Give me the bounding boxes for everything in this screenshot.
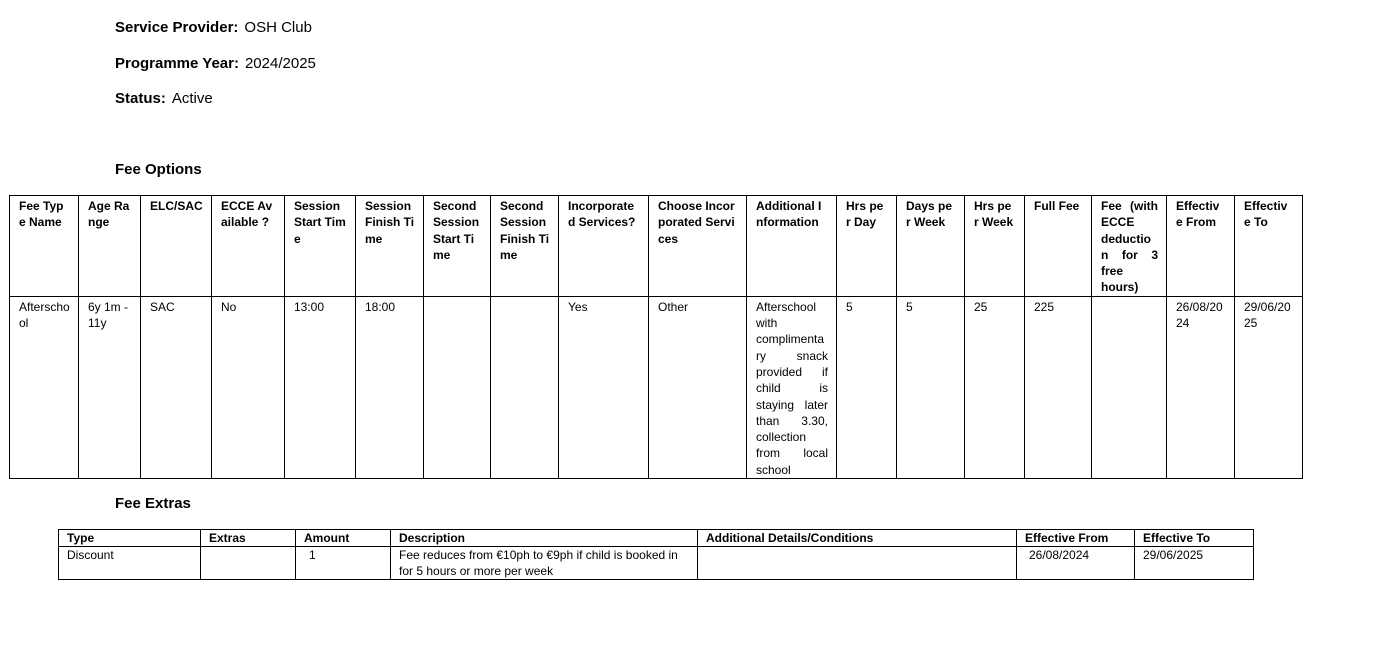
table-cell: 225 bbox=[1025, 296, 1092, 478]
status-line bbox=[115, 90, 213, 107]
table-cell: 18:00 bbox=[356, 296, 424, 478]
fee-options-header-row bbox=[10, 196, 1303, 297]
column-header: Extras bbox=[201, 530, 296, 547]
table-cell: 6y 1m - 11y bbox=[79, 296, 141, 478]
fee-extras-header-row bbox=[59, 530, 1254, 547]
programme-year-value: 2024/2025 bbox=[244, 55, 316, 72]
service-provider-label: Service Provider: bbox=[115, 19, 239, 36]
column-header: Additional Details/Conditions bbox=[698, 530, 1017, 547]
column-header: Effective From bbox=[1017, 530, 1135, 547]
column-header: Full Fee bbox=[1025, 196, 1092, 297]
column-header: Hrs per Day bbox=[837, 196, 897, 297]
table-row bbox=[59, 547, 1254, 580]
table-cell: 26/08/2024 bbox=[1167, 296, 1235, 478]
table-cell: 25 bbox=[965, 296, 1025, 478]
column-header: Session Finish Time bbox=[356, 196, 424, 297]
column-header: Effective To bbox=[1135, 530, 1254, 547]
column-header: Session Start Time bbox=[285, 196, 356, 297]
column-header: Fee Type Name bbox=[10, 196, 79, 297]
column-header: Description bbox=[391, 530, 698, 547]
table-cell: 5 bbox=[897, 296, 965, 478]
column-header: Second Session Start Time bbox=[424, 196, 491, 297]
column-header: Additional Information bbox=[747, 196, 837, 297]
table-cell: 26/08/2024 bbox=[1017, 547, 1135, 580]
service-provider-value: OSH Club bbox=[244, 19, 312, 36]
table-row bbox=[10, 296, 1303, 478]
column-header: Effective From bbox=[1167, 196, 1235, 297]
column-header: Type bbox=[59, 530, 201, 547]
programme-year-line bbox=[115, 55, 316, 72]
column-header: Amount bbox=[296, 530, 391, 547]
table-cell: 5 bbox=[837, 296, 897, 478]
column-header: Incorporated Services? bbox=[559, 196, 649, 297]
table-cell: Afterschool with complimentary snack provided if child is staying later than 3.30, collection from local school bbox=[747, 296, 837, 478]
column-header: Age Range bbox=[79, 196, 141, 297]
column-header: ECCE Available ? bbox=[212, 196, 285, 297]
table-cell: Discount bbox=[59, 547, 201, 580]
table-cell bbox=[424, 296, 491, 478]
status-label: Status: bbox=[115, 90, 166, 107]
table-cell: Yes bbox=[559, 296, 649, 478]
table-cell bbox=[491, 296, 559, 478]
column-header: Choose Incorporated Services bbox=[649, 196, 747, 297]
status-value: Active bbox=[171, 90, 213, 107]
table-cell: 1 bbox=[296, 547, 391, 580]
column-header: Effective To bbox=[1235, 196, 1303, 297]
table-cell bbox=[698, 547, 1017, 580]
fee-extras-table bbox=[58, 529, 1254, 580]
column-header: Hrs per Week bbox=[965, 196, 1025, 297]
service-provider-line bbox=[115, 19, 312, 36]
table-cell: 29/06/2025 bbox=[1235, 296, 1303, 478]
programme-year-label: Programme Year: bbox=[115, 55, 239, 72]
column-header: ELC/SAC bbox=[141, 196, 212, 297]
column-header: Second Session Finish Time bbox=[491, 196, 559, 297]
fee-options-title: Fee Options bbox=[115, 161, 202, 178]
table-cell: No bbox=[212, 296, 285, 478]
table-cell: Fee reduces from €10ph to €9ph if child is booked in for 5 hours or more per week bbox=[391, 547, 698, 580]
table-cell: 29/06/2025 bbox=[1135, 547, 1254, 580]
table-cell bbox=[201, 547, 296, 580]
table-cell bbox=[1092, 296, 1167, 478]
column-header: Days per Week bbox=[897, 196, 965, 297]
table-cell: Other bbox=[649, 296, 747, 478]
table-cell: Afterschool bbox=[10, 296, 79, 478]
table-cell: SAC bbox=[141, 296, 212, 478]
fee-options-table bbox=[9, 195, 1303, 479]
table-cell: 13:00 bbox=[285, 296, 356, 478]
column-header: Fee (with ECCE deduction for 3 free hours) bbox=[1092, 196, 1167, 297]
fee-extras-title: Fee Extras bbox=[115, 495, 191, 512]
